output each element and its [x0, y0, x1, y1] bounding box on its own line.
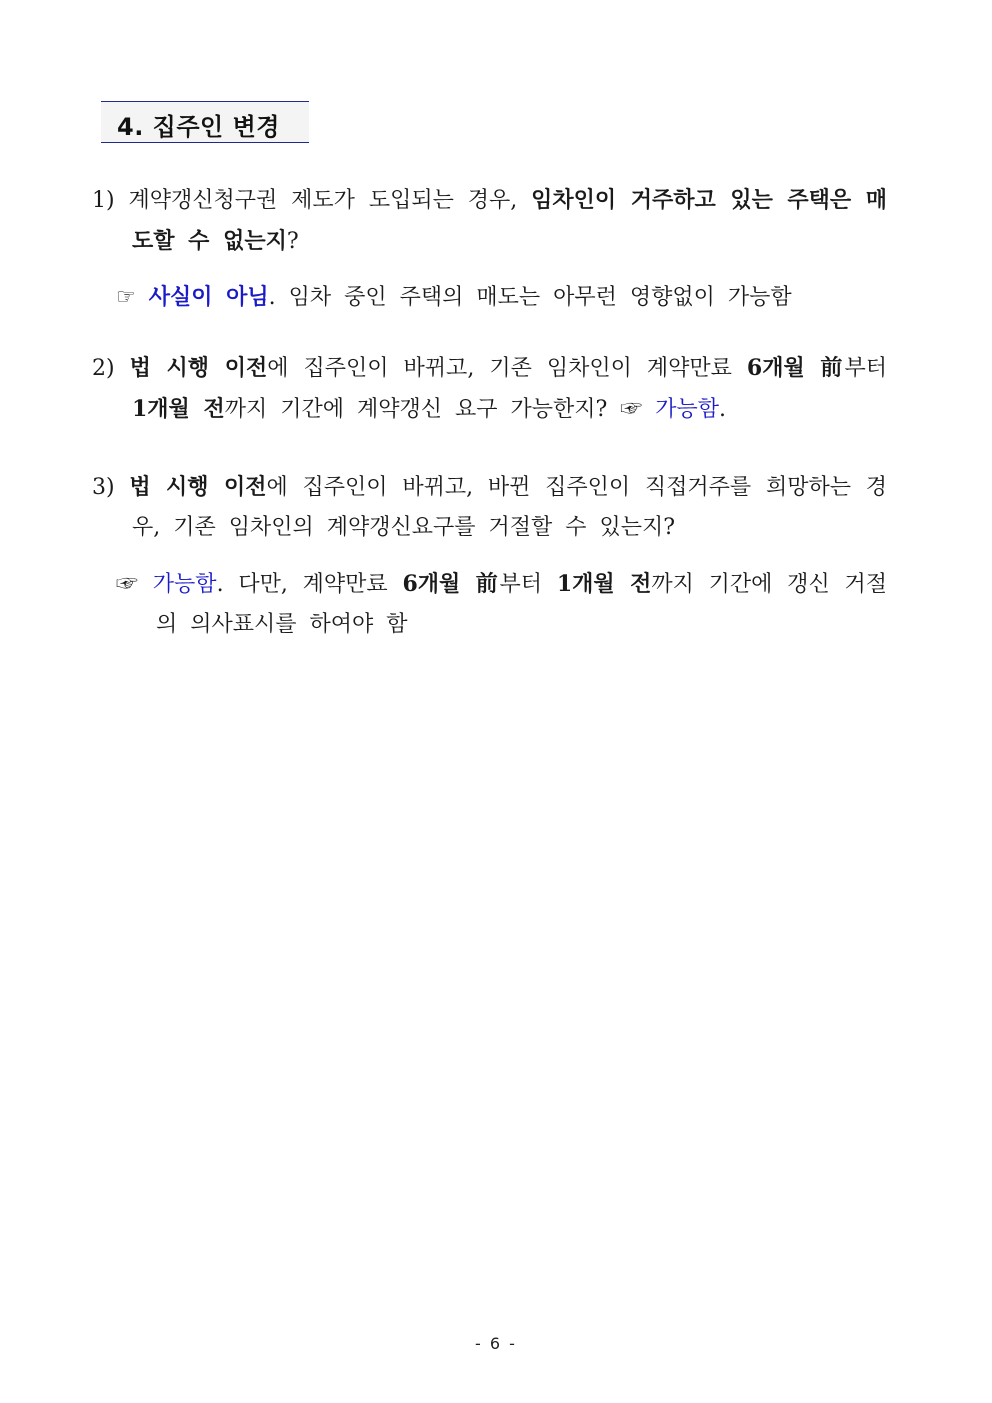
a3-text-2: 부터 — [499, 572, 557, 597]
a3-bold-1: 6개월 前 — [402, 571, 500, 597]
pointing-hand-icon: ☞ — [116, 285, 149, 310]
q1-number: 1) — [92, 188, 129, 213]
pointing-hand-icon: ☞ — [620, 397, 656, 422]
a1-blue-text: 사실이 아님 — [148, 284, 269, 310]
q3-number: 3) — [92, 475, 130, 500]
a3-text-3: 까지 기간에 갱신 거절의 의사표시를 하여야 함 — [156, 572, 887, 637]
answer-1 — [116, 277, 887, 318]
q1-bold-1: 임차인이 거주하고 있는 주택은 매도할 수 없는지 — [132, 187, 888, 254]
q2-text-3: 까지 기간에 계약갱신 요구 가능한지? — [224, 397, 621, 422]
q2-blue-text: 가능함 — [655, 397, 720, 422]
question-2 — [92, 348, 887, 430]
pointing-hand-icon: ☞ — [116, 572, 153, 597]
q3-bold-1: 법 시행 이전 — [129, 474, 267, 500]
question-3 — [92, 467, 887, 548]
a3-text-1: . 다만, 계약만료 — [216, 572, 403, 597]
q1-text-1: 계약갱신청구권 제도가 도입되는 경우, — [128, 188, 532, 213]
a1-text-1: . 임차 중인 주택의 매도는 아무런 영향없이 가능함 — [268, 285, 792, 310]
q2-text-1: 에 집주인이 바뀌고, 기존 임차인이 계약만료 — [267, 356, 747, 381]
q2-bold-2: 6개월 前 — [746, 355, 845, 381]
section-heading-box — [101, 101, 309, 143]
q2-text-4: . — [719, 397, 727, 422]
answer-3 — [116, 564, 887, 645]
q2-number: 2) — [92, 356, 130, 381]
question-1 — [92, 180, 887, 262]
q2-bold-3: 1개월 전 — [132, 396, 225, 422]
page-number: - 6 - — [475, 1334, 517, 1353]
a3-blue-text: 가능함 — [152, 572, 217, 597]
q1-text-2: ? — [286, 229, 299, 254]
a3-bold-2: 1개월 전 — [556, 571, 652, 597]
section-title: 4. 집주인 변경 — [117, 113, 280, 141]
q2-bold-1: 법 시행 이전 — [129, 355, 268, 381]
q2-text-2: 부터 — [844, 356, 887, 381]
q3-text-1: 에 집주인이 바뀌고, 바뀐 집주인이 직접거주를 희망하는 경우, 기존 임차인의 계약갱신요구를 거절할 수 있는지? — [132, 475, 887, 540]
